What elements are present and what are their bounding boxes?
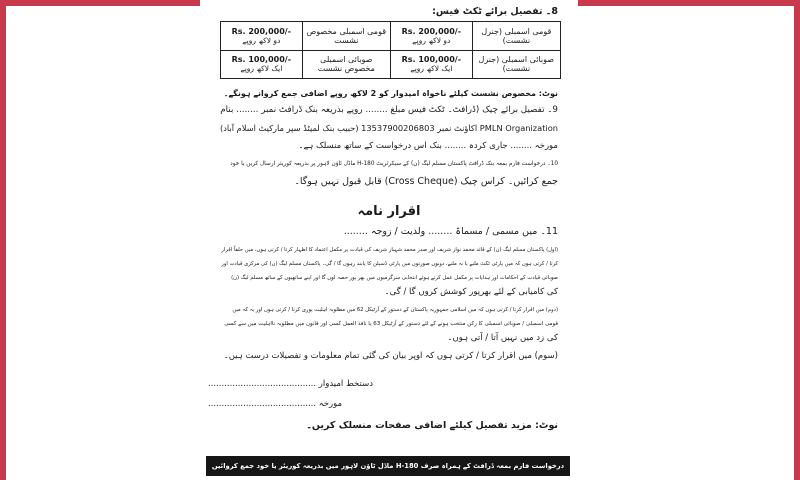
amount-figure: Rs. 100,000/- [401, 55, 462, 65]
amount-general-cell [391, 50, 473, 79]
seat-general-cell: قومی اسمبلی (جنرل نشست) [472, 22, 560, 51]
section10-line1: 10۔ درخواست فارم بمعہ بنک ڈرافٹ پاکستان مسلم لیگ (ن) کے سیکرٹریٹ H-180 ماڈل ٹاؤن لاہور پر بذریعہ کوریئر ارسال کریں یا خود [230, 161, 558, 167]
section10-line2: جمع کرائیں۔ کراس چیک (Cross Cheque) قابل قبول نہیں ہوگا۔ [294, 176, 558, 187]
amount-words: دو لاکھ روپے [242, 35, 281, 45]
signature-field: دستخط امیدوار ........................................ [208, 379, 374, 389]
seat-reserved-cell: صوبائی اسمبلی مخصوص نشست [302, 50, 390, 79]
amount-general-cell [391, 22, 473, 51]
declaration-clause-second: (دوم) میں اقرار کرتا / کرتی ہوں کہ میں اسلامی جمہوریہ پاکستان کے دستور کے آرٹیکل 62 میں مطلوبہ اہلیت پوری کرتا / کرتی ہوں اور یہ کہ میں [232, 307, 558, 313]
amount-reserved-cell [221, 22, 303, 51]
amount-figure: Rs. 200,000/- [231, 26, 292, 36]
amount-figure: Rs. 200,000/- [401, 26, 462, 36]
frame-left-border [0, 0, 6, 480]
seat-reserved-cell: قومی اسمبلی مخصوص نشست [302, 22, 390, 51]
additional-pages-note: نوٹ: مزید تفصیل کیلئے اضافی صفحات منسلک کریں۔ [306, 420, 558, 431]
declaration-title: اقرار نامہ [357, 204, 421, 219]
seat-general-cell: صوبائی اسمبلی (جنرل نشست) [472, 50, 560, 79]
fee-table [220, 21, 561, 79]
declaration-clause-third: (سوم) میں اقرار کرتا / کرتی ہوں کہ اوپر بیان کی گئی تمام معلومات و تفصیلات درست ہیں۔ [223, 351, 558, 361]
declaration-clause-second-cont: قومی اسمبلی / صوبائی اسمبلی کا رکن منتخب ہونے کے لئے دستور کے آرٹیکل 63 یا نافذ العمل کسی اور قانون میں مطلوبہ نااہلیت میں سے کسی [224, 321, 558, 327]
submission-banner: درخواست فارم بمعہ ڈرافٹ کے ہمراہ صرف H-180 ماڈل ٹاؤن لاہور میں بذریعہ کوریئر یا خود جمع کروائیں [206, 456, 570, 476]
amount-figure: Rs. 100,000/- [231, 55, 292, 65]
amount-reserved-cell [221, 50, 303, 79]
declaration-clause-first: (اول) پاکستان مسلم لیگ (ن) کے قائد محمد نواز شریف اور صدر محمد شہباز شریف کی قیادت پر مکمل اعتماد کا اظہار کرتا / کرتی ہوں، میں حلفاً اقرار [221, 247, 558, 253]
amount-words: دو لاکھ روپے [412, 35, 451, 45]
section9-line1: 9۔ تفصیل برائے چیک (ڈرافٹ۔ ٹکٹ فیس مبلغ ........ روپے بذریعہ بنک ڈرافٹ نمبر ........ بنام [220, 105, 558, 115]
section9-line3: مورخہ ........ جاری کردہ ........ بنک اس درخواست کے ساتھ منسلک ہے۔ [298, 141, 558, 151]
declaration-name-line: 11۔ میں مسمی / مسماۃ ........ ولدیت / زوجہ ........ [343, 226, 558, 237]
section8-heading: 8۔ تفصیل برائے ٹکٹ فیس: [432, 6, 558, 17]
section9-line2: PMLN Organization اکاؤنٹ نمبر 13537900206803 (حبیب بنک لمیٹڈ سپر مارکیٹ اسلام آباد) [220, 123, 558, 133]
declaration-clause-first-cont: کرتا / کرتی ہوں کہ میں پارٹی ٹکٹ ملنے یا نہ ملنے، دونوں صورتوں میں پارٹی ڈسپلن کا پابند رہوں گا / گی۔ پاکستان مسلم لیگ (ن) کی مرکزی قیادت اور [221, 261, 558, 267]
reserved-seat-note: نوٹ: مخصوص نشست کیلئے ناخواہ امیدوار کو 2 لاکھ روپے اضافی جمع کروانے ہونگے۔ [223, 89, 558, 98]
declaration-clause-first-cont: کی کامیابی کے لئے بھرپور کوشش کروں گا / گی۔ [384, 287, 558, 297]
table-row [221, 22, 561, 51]
declaration-clause-second-cont: کی زد میں نہیں آتا / آتی ہوں۔ [447, 333, 558, 343]
form-page [200, 0, 578, 480]
frame-right-border [794, 0, 800, 480]
amount-words: ایک لاکھ روپے [410, 64, 453, 74]
table-row [221, 50, 561, 79]
date-field: مورخہ ........................................ [208, 399, 343, 409]
amount-words: ایک لاکھ روپے [240, 64, 283, 74]
declaration-clause-first-cont: صوبائی قیادت کے احکامات اور ہدایات پر مکمل عمل کرتے ہوئے انتخابی سرگرمیوں میں بھر پور حصہ لوں گا اور اپنے ساتھیوں کے ساتھ مسلم لیگ (ن) [231, 275, 558, 281]
